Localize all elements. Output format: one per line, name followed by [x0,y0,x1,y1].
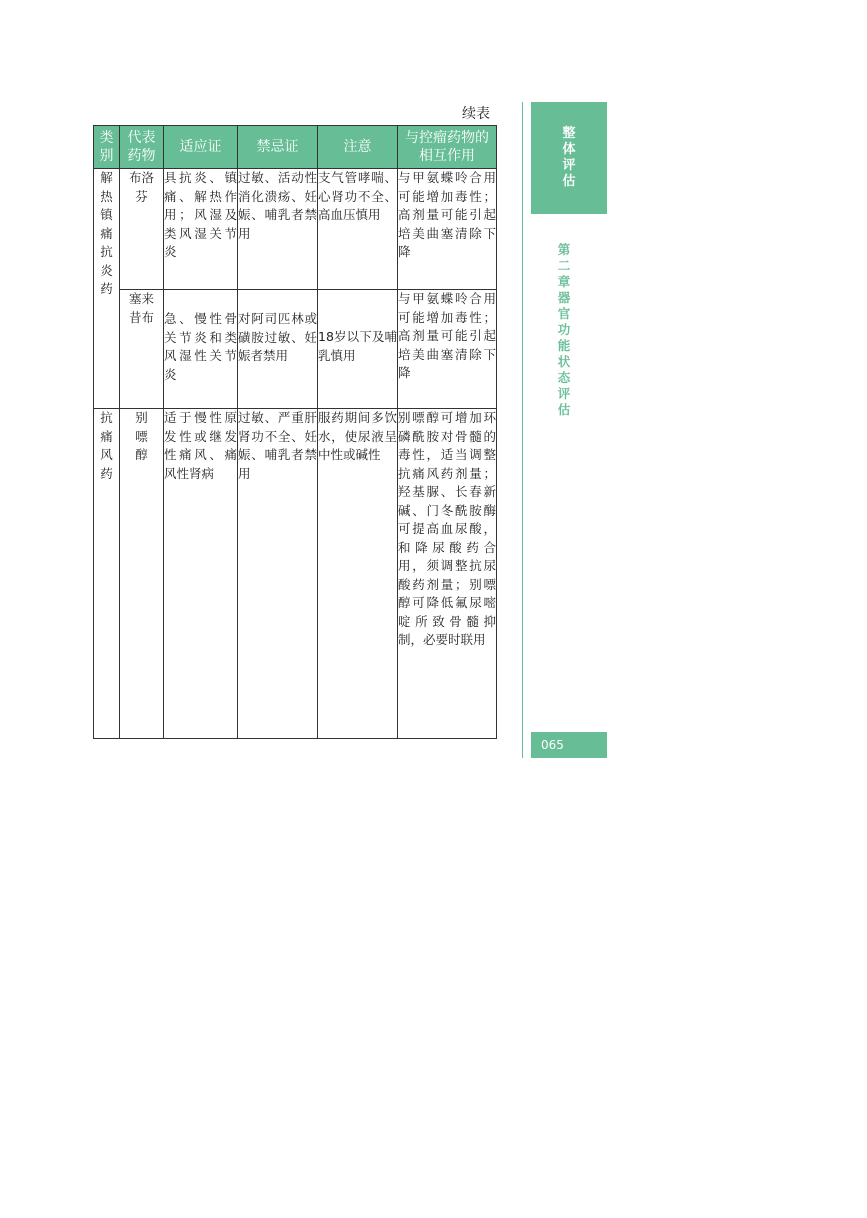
contraindication-cell: 对阿司匹林或磺胺过敏、妊娠者禁用 [238,290,318,409]
header-interaction: 与控瘤药物的相互作用 [398,126,497,169]
table-row [94,290,497,409]
header-indication: 适应证 [164,126,238,169]
drug-table [93,125,497,739]
section-tab [531,102,607,214]
caution-cell: 服药期间多饮水，使尿液呈中性或碱性 [318,409,398,739]
page-number: 065 [531,732,607,758]
interaction-cell: 与甲氨蝶呤合用可能增加毒性；高剂量可能引起培美曲塞清除下降 [398,169,497,290]
contraindication-cell: 过敏、严重肝肾功不全、妊娠、哺乳者禁用 [238,409,318,739]
drug-cell: 别嘌醇 [120,409,164,739]
header-category: 类别 [94,126,120,169]
table-header-row [94,126,497,169]
indication-cell: 急、慢性骨关节炎和类风湿性关节炎 [164,290,238,409]
table-row [94,409,497,739]
category-cell: 解热镇痛抗炎药 [94,169,120,409]
table-row [94,169,497,290]
margin-rule [522,102,523,758]
chapter-title: 第二章 器官功能状态评估 [557,242,571,417]
drug-cell: 布洛芬 [120,169,164,290]
interaction-cell: 与甲氨蝶呤合用可能增加毒性；高剂量可能引起培美曲塞清除下降 [398,290,497,409]
section-title: 整体评估 [562,126,576,189]
header-caution: 注意 [318,126,398,169]
caution-cell: 18岁以下及哺乳慎用 [318,290,398,409]
category-cell: 抗痛风药 [94,409,120,739]
contraindication-cell: 过敏、活动性消化溃疡、妊娠、哺乳者禁用 [238,169,318,290]
header-contraindication: 禁忌证 [238,126,318,169]
interaction-cell: 别嘌醇可增加环磷酰胺对骨髓的毒性，适当调整抗痛风药剂量；羟基脲、长春新碱、门冬酰胺酶可提高血尿酸，和降尿酸药合用，须调整抗尿酸药剂量；别嘌醇可降低氟尿嘧啶所致骨髓抑制，必要时联用 [398,409,497,739]
indication-cell: 适于慢性原发性或继发性痛风、痛风性肾病 [164,409,238,739]
continuation-label: 续表 [462,106,490,122]
caution-cell: 支气管哮喘、心肾功不全、高血压慎用 [318,169,398,290]
drug-cell: 塞来昔布 [120,290,164,409]
indication-cell: 具抗炎、镇痛、解热作用；风湿及类风湿关节炎 [164,169,238,290]
header-drug: 代表药物 [120,126,164,169]
